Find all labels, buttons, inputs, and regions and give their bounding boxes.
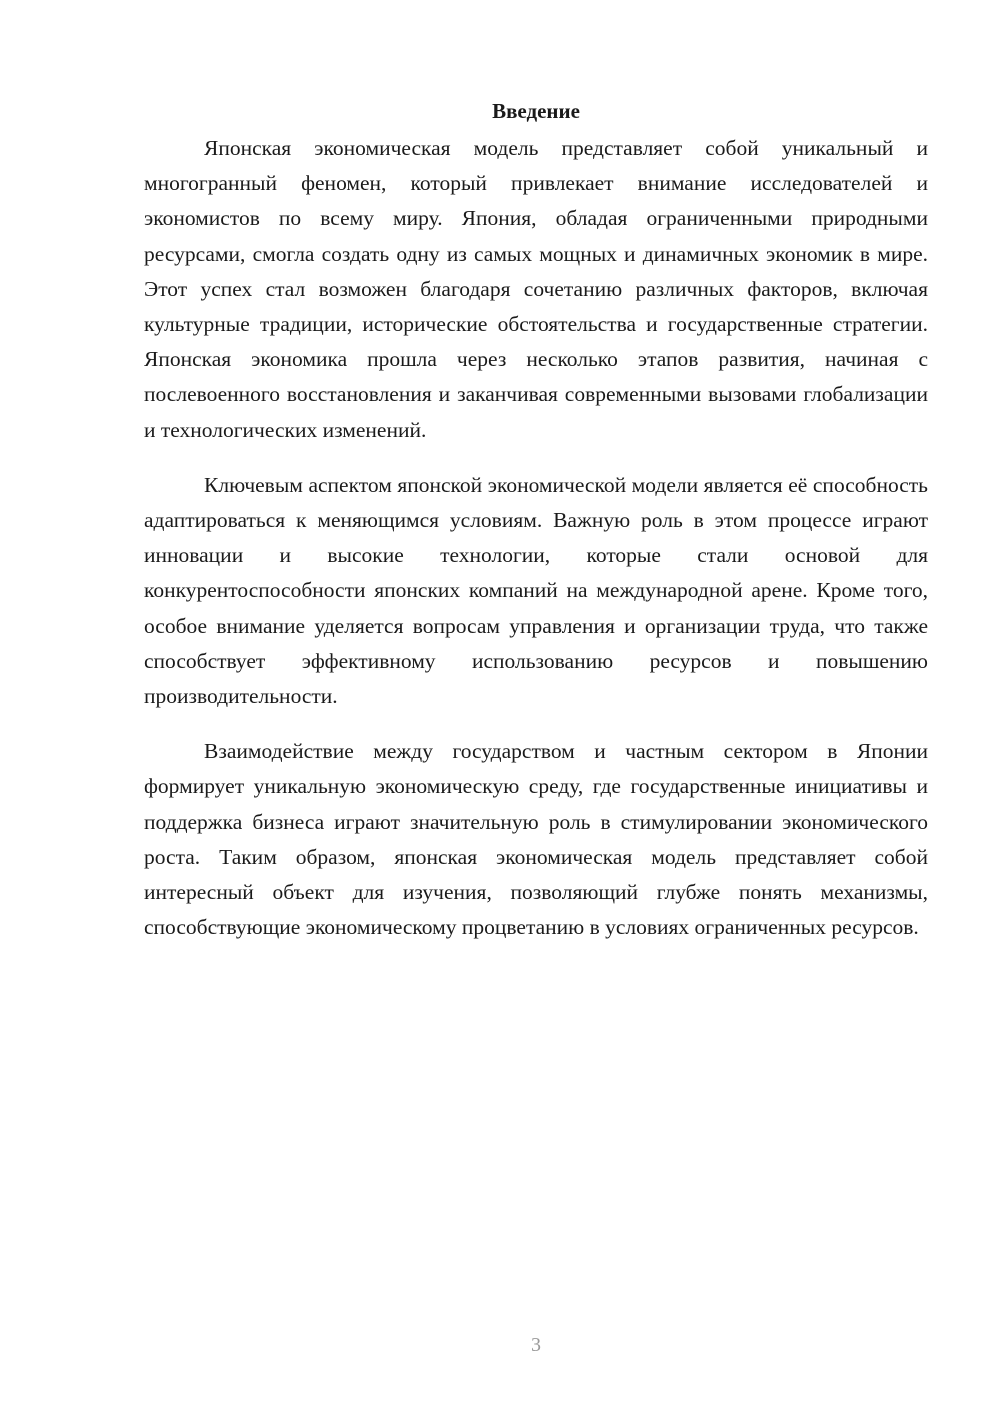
- page-content: [144, 96, 928, 965]
- paragraph-1: Японская экономическая модель представляет собой уникальный и многогранный феномен, который привлекает внимание исследователей и экономистов по всему миру. Япония, обладая ограниченными природными ресурсами, смогла создать одну из самых мощных и динамичных экономик в мире. Этот успех стал возможен благодаря сочетанию различных факторов, включая культурные традиции, исторические обстоятельства и государственные стратегии. Японская экономика прошла через несколько этапов развития, начиная с послевоенного восстановления и заканчивая современными вызовами глобализации и технологических изменений.: [144, 136, 928, 442]
- section-heading: Введение: [492, 99, 580, 123]
- page-number: 3: [531, 1334, 541, 1356]
- paragraph-2: Ключевым аспектом японской экономической модели является её способность адаптироваться к меняющимся условиям. Важную роль в этом процессе играют инновации и высокие технологии, которые стали основой для конкурентоспособности японских компаний на международной арене. Кроме того, особое внимание уделяется вопросам управления и организации труда, что также способствует эффективному использованию ресурсов и повышению производительности.: [144, 472, 928, 709]
- paragraph-3: Взаимодействие между государством и частным сектором в Японии формирует уникальную экономическую среду, где государственные инициативы и поддержка бизнеса играют значительную роль в стимулировании экономического роста. Таким образом, японская экономическая модель представляет собой интересный объект для изучения, позволяющий глубже понять механизмы, способствующие экономическому процветанию в условиях ограниченных ресурсов.: [144, 739, 928, 940]
